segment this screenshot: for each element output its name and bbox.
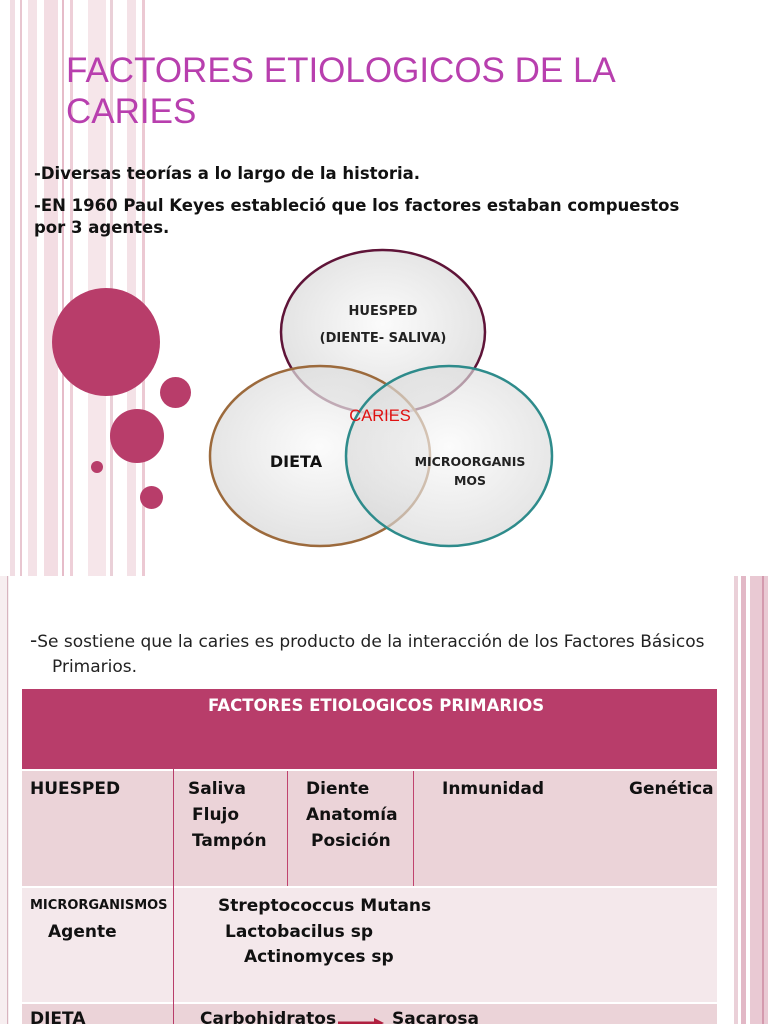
venn-huesped-label — [283, 298, 483, 352]
cell-agente: Agente — [48, 922, 117, 942]
decorative-stripe — [734, 576, 738, 1024]
table-row-huesped — [22, 771, 717, 886]
microorganismos-label: MICRORGANISMOS — [30, 898, 168, 913]
intro-line-2: Primarios. — [52, 657, 138, 677]
cell-saliva: Saliva — [188, 779, 246, 799]
venn-huesped-line-2: (DIENTE- SALIVA) — [319, 331, 447, 346]
factors-table — [22, 689, 717, 1024]
arrow-right-icon — [338, 1016, 384, 1024]
venn-caries-label: CARIES — [349, 407, 411, 425]
bullet-keyes: -EN 1960 Paul Keyes estableció que los factores estaban compuestos por 3 agentes. — [34, 196, 680, 237]
decorative-stripe — [762, 576, 764, 1024]
decorative-stripe — [741, 576, 746, 1024]
venn-microorganismos-label — [405, 452, 535, 490]
huesped-label: HUESPED — [30, 779, 121, 799]
cell-divider — [287, 771, 288, 886]
slide-2 — [0, 576, 768, 1024]
intro-line-1: Se sostiene que la caries es producto de la interacción de los Factores Básicos — [37, 632, 705, 652]
decorative-stripe — [7, 576, 8, 1024]
venn-micro-line-1: MICROORGANIS — [414, 454, 526, 469]
venn-huesped-line-1: HUESPED — [348, 304, 418, 319]
cell-diente: Diente — [306, 779, 370, 799]
dieta-label: DIETA — [30, 1009, 86, 1024]
intro-text — [30, 628, 730, 680]
slide-title-line-1: FACTORES ETIOLOGICOS DE LA — [66, 51, 616, 90]
cell-anatomia: Anatomía — [306, 805, 398, 825]
cell-flujo: Flujo — [192, 805, 240, 825]
table-header-row — [22, 689, 717, 769]
cell-inmunidad: Inmunidad — [442, 779, 544, 799]
bullet-theories: -Diversas teorías a lo largo de la historia. — [34, 164, 421, 183]
table-header: FACTORES ETIOLOGICOS PRIMARIOS — [208, 696, 545, 715]
cell-divider — [413, 771, 414, 886]
cell-actinomyces: Actinomyces sp — [244, 947, 394, 967]
cell-carbohidratos: Carbohidratos — [200, 1009, 337, 1024]
cell-sacarosa: Sacarosa — [392, 1009, 479, 1024]
venn-dieta-label: DIETA — [269, 452, 323, 471]
venn-micro-line-2: MOS — [453, 473, 487, 488]
cell-posicion: Posición — [311, 831, 391, 851]
column-divider — [173, 689, 174, 1024]
slide-title-line-2: CARIES — [66, 92, 197, 131]
intro-dash: - — [30, 628, 38, 652]
cell-streptococcus: Streptococcus Mutans — [218, 896, 432, 916]
table-row-microorganismos — [22, 888, 717, 1002]
decorative-stripe — [750, 576, 768, 1024]
cell-genetica: Genética — [629, 779, 714, 799]
table-row-dieta — [22, 1004, 717, 1024]
cell-tampon: Tampón — [192, 831, 267, 851]
cell-lactobacilus: Lactobacilus sp — [225, 922, 373, 942]
